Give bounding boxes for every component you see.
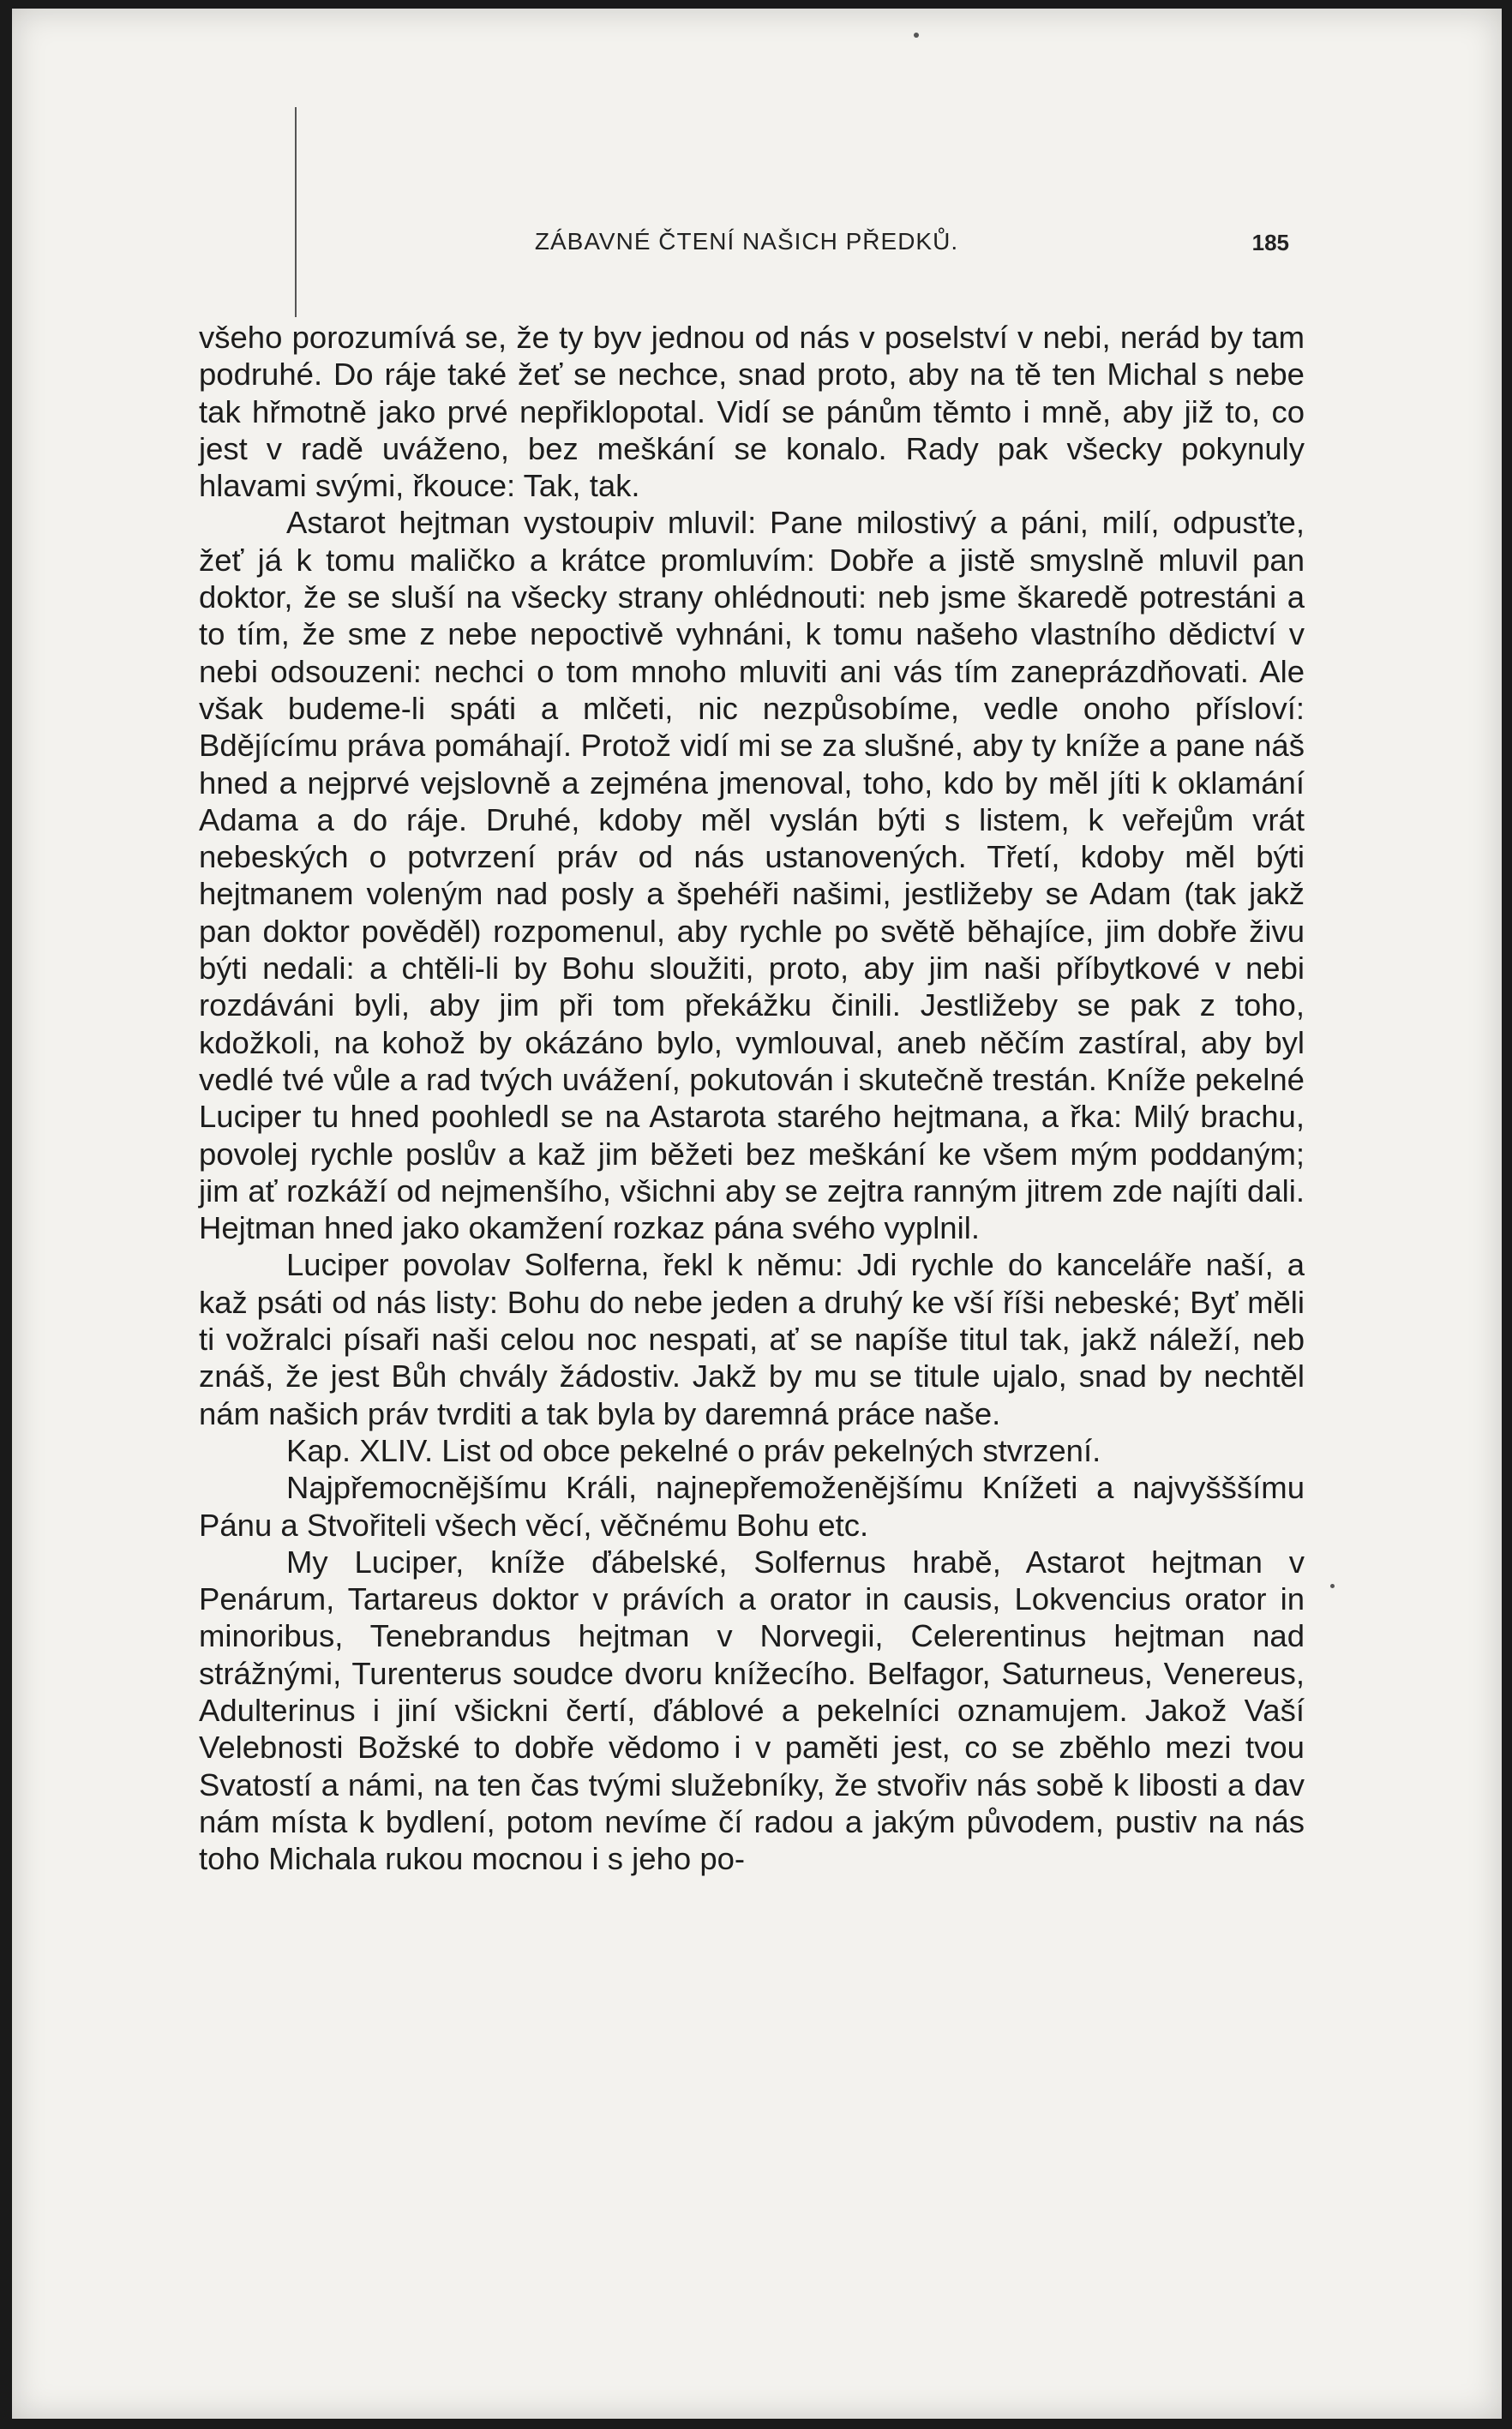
paragraph: všeho porozumívá se, že ty byv jednou od nás v poselství v nebi, nerád by tam podruhé. Do ráje také žeť se nechce, snad proto, aby na tě ten Michal s nebe tak hřmotně jako prvé nepřiklopotal. Vidí se pánům těmto i mně, aby již to, co jest v radě uváženo, bez meškání se konalo. Rady pak všecky pokynuly hlavami svými, řkouce: Tak, tak. xyxy=(199,320,1305,504)
paragraph: Astarot hejtman vystoupiv mluvil: Pane milostivý a páni, milí, odpusťte, žeť já k tomu maličko a krátce promluvím: Dobře a jistě smyslně mluvil pan doktor, že se sluší na všecky strany ohlédnouti: neb jsme škaredě potrestáni a to tím, že sme z nebe nepoctivě vyhnáni, k tomu našeho vlastního dědictví v nebi odsouzeni: nechci o tom mnoho mluviti ani vás tím zaneprázdňovati. Ale však budeme-li spáti a mlčeti, nic nezpůsobíme, vedle onoho přísloví: Bdějícímu práva pomáhají. Protož vidí mi se za slušné, aby ty kníže a pane náš hned a nejprvé vejslovně a zejména jmenoval, toho, kdo by měl jíti k oklamání Adama a do ráje. Druhé, kdoby měl vyslán býti s listem, k veřejům vrát nebeských o potvrzení práv od nás ustanovených. Třetí, kdoby měl býti hejtmanem voleným nad posly a špehéři našimi, jestližeby se Adam (tak jakž pan doktor pověděl) rozpomenul, aby rychle po světě běhajíce, jim dobře živu býti nedali: a chtěli-li by Bohu sloužiti, proto, aby jim naši příbytkové v nebi rozdáváni byli, aby jim při tom překážku činili. Jestližeby se pak z toho, kdožkoli, na kohož by okázáno bylo, vymlouval, aneb něčím zastíral, aby byl vedlé tvé vůle a rad tvých uvážení, pokutován i skutečně trestán. Kníže pekelné Luciper tu hned poohledl se na Astarota starého hejtmana, a řka: Milý brachu, povolej rychle poslův a kaž jim běžeti bez meškání ke všem mým poddaným; jim ať rozkáží od nejmenšího, všichni aby se zejtra ranným jitrem zde najíti dali. Hejtman hned jako okamžení rozkaz pána svého vyplnil. xyxy=(199,505,1305,1246)
paragraph: My Luciper, kníže ďábelské, Solfernus hrabě, Astarot hejtman v Penárum, Tartareus doktor v právích a orator in causis, Lokvencius orator in minoribus, Tenebrandus hejtman v Norvegii, Celerentinus hejtman nad strážnými, Turenterus soudce dvoru knížecího. Belfagor, Saturneus, Venereus, Adulterinus i jiní všickni čertí, ďáblové a pekelníci oznamujem. Jakož Vaší Velebnosti Božské to dobře vědomo i v paměti jest, co se zběhlo mezi tvou Svatostí a námi, na ten čas tvými služebníky, že stvořiv nás sobě k libosti a dav nám místa k bydlení, potom nevíme čí radou a jakým původem, pustiv na nás toho Michala rukou mocnou i s jeho po- xyxy=(199,1544,1305,1877)
paragraph: Luciper povolav Solferna, řekl k němu: Jdi rychle do kanceláře naší, a kaž psáti od nás listy: Bohu do nebe jeden a druhý ke vší říši nebeské; Byť měli ti vožralci písaři naši celou noc nespati, ať se napíše titul tak, jakž náleží, neb znáš, že jest Bůh chvály žádostiv. Jakž by mu se titule ujalo, snad by nechtěl nám našich práv tvrditi a tak byla by daremná práce naše. xyxy=(199,1247,1305,1431)
chapter-heading: Kap. XLIV. List od obce pekelné o práv pekelných stvrzení. xyxy=(286,1432,1101,1468)
margin-line xyxy=(295,107,297,317)
page-header xyxy=(211,228,1289,262)
body-text xyxy=(199,319,1305,1877)
ink-speck xyxy=(1330,1584,1335,1588)
paragraph: Najpřemocnějšímu Králi, najnepřemoženějšímu Knížeti a najvyšššímu Pánu a Stvořiteli všech věcí, věčnému Bohu etc. xyxy=(199,1470,1305,1543)
page-number: 185 xyxy=(1251,230,1289,255)
ink-speck xyxy=(914,33,919,38)
book-page xyxy=(12,9,1502,2419)
running-head: ZÁBAVNÉ ČTENÍ NAŠICH PŘEDKŮ. xyxy=(534,228,959,255)
